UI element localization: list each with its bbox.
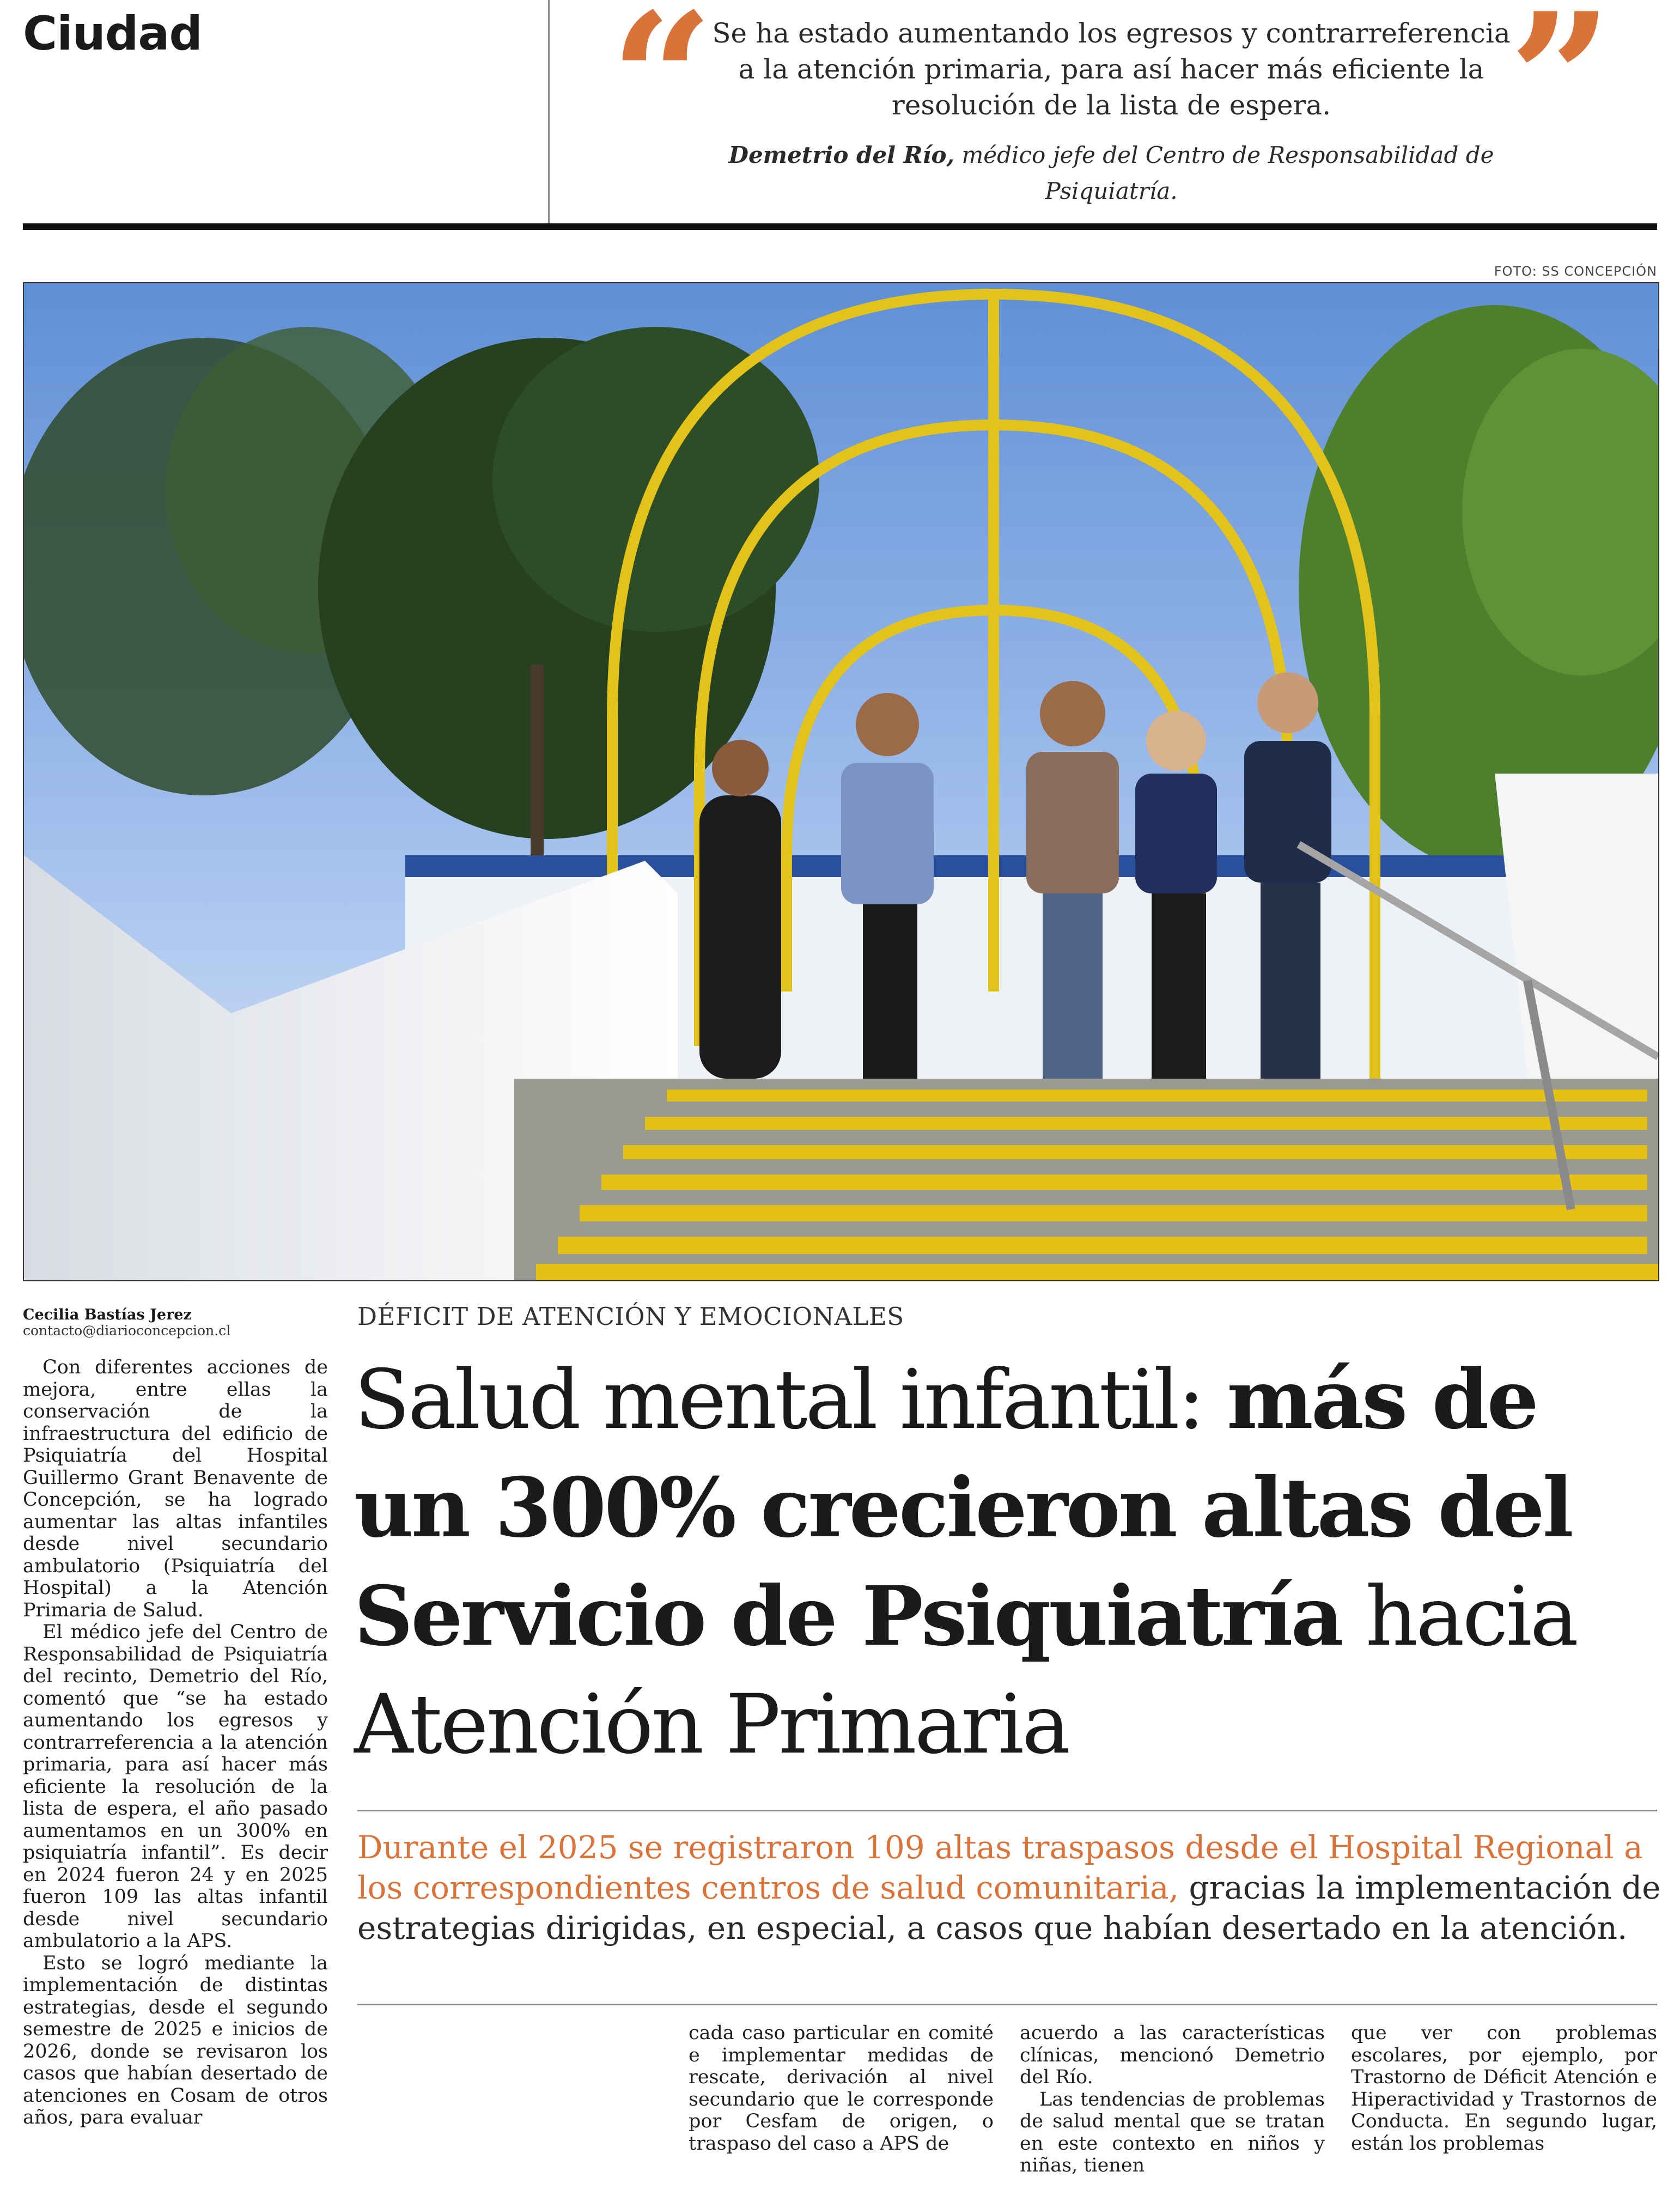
pull-quote: Se ha estado aumentando los egresos y contrarreferencia a la atención primaria, para así hacer más eficiente la resolución de la lista de espera. [712, 17, 1511, 121]
pull-quote-attribution [708, 137, 1514, 209]
article-photo [23, 282, 1659, 1281]
article-kicker: DÉFICIT DE ATENCIÓN Y EMOCIONALES [357, 1302, 904, 1331]
quote-author: Demetrio del Río, [728, 142, 955, 168]
open-quote-icon: “ [610, 0, 714, 185]
paragraph: El médico jefe del Centro de Responsabilidad de Psiquiatría del recinto, Demetrio del Río, comentó que “se ha estado aumentando los egresos y contrarreferencia a la atención primaria, para así hacer más eficiente la resolución de la lista de espera, el año pasado aumentamos en un 300% en psiquiatría infantil”. Es decir en 2024 fueron 24 y en 2025 fueron 109 las altas infantil desde nivel secundario ambulatorio a la APS. [23, 1621, 328, 1952]
deck-rest: gracias la implementación de estrategias dirigidas, en especial, a casos que habían desertado en la atención. [357, 1869, 1661, 1946]
deck-top-rule [357, 1810, 1657, 1811]
header-rule [23, 223, 1657, 230]
paragraph: acuerdo a las características clínicas, mencionó Demetrio del Río. [1020, 2022, 1325, 2088]
close-quote-icon: ” [1509, 0, 1612, 185]
author-name: Cecilia Bastías Jerez [23, 1306, 192, 1323]
quote-author-role: médico jefe del Centro de Responsabilidad de Psiquiatría. [954, 142, 1494, 204]
paragraph: Las tendencias de problemas de salud mental que se tratan en este contexto en niños y niñas, tienen [1020, 2088, 1325, 2176]
section-name: Ciudad [23, 7, 202, 61]
body-column-2 [689, 2022, 994, 2155]
paragraph: que ver con problemas escolares, por ejemplo, por Trastorno de Déficit Atención e Hiperactividad y Trastornos de Conducta. En segundo lugar, están los problemas [1351, 2022, 1657, 2155]
paragraph: Esto se logró mediante la implementación de distintas estrategias, desde el segundo semestre de 2025 e inicios de 2026, donde se revisaron los casos que habían desertado de atenciones en Cosam de otros años, para evaluar [23, 1952, 328, 2128]
body-column-4 [1351, 2022, 1657, 2155]
deck-bottom-rule [357, 2004, 1657, 2005]
header-vertical-divider [548, 0, 550, 224]
author-email[interactable]: contacto@diarioconcepcion.cl [23, 1323, 231, 1339]
headline-part-3: hacia Atención Primaria [354, 1570, 1577, 1772]
article-deck [357, 1827, 1665, 1948]
photo-credit: FOTO: SS CONCEPCIÓN [1494, 264, 1657, 279]
paragraph: Con diferentes acciones de mejora, entre ellas la conservación de la infraestructura del edificio de Psiquiatría del Hospital Guillermo Grant Benavente de Concepción, se ha logrado aumentar las altas infantiles desde nivel secundario ambulatorio (Psiquiatría del Hospital) a la Atención Primaria de Salud. [23, 1356, 328, 1621]
body-column-3 [1020, 2022, 1325, 2177]
body-column-1 [23, 1356, 328, 2129]
paragraph: cada caso particular en comité e implementar medidas de rescate, derivación al nivel secundario que le corresponde por Cesfam de origen, o traspaso del caso a APS de [689, 2022, 994, 2155]
deck-accent: Durante el 2025 se registraron 109 altas traspasos desde el Hospital Regional a los correspondientes centros de salud comunitaria, [357, 1829, 1643, 1906]
article-headline [354, 1346, 1661, 1779]
headline-part-2: más de un 300% crecieron altas del Servicio de Psiquiatría [354, 1352, 1572, 1664]
headline-part-1: Salud mental infantil: [354, 1353, 1227, 1447]
